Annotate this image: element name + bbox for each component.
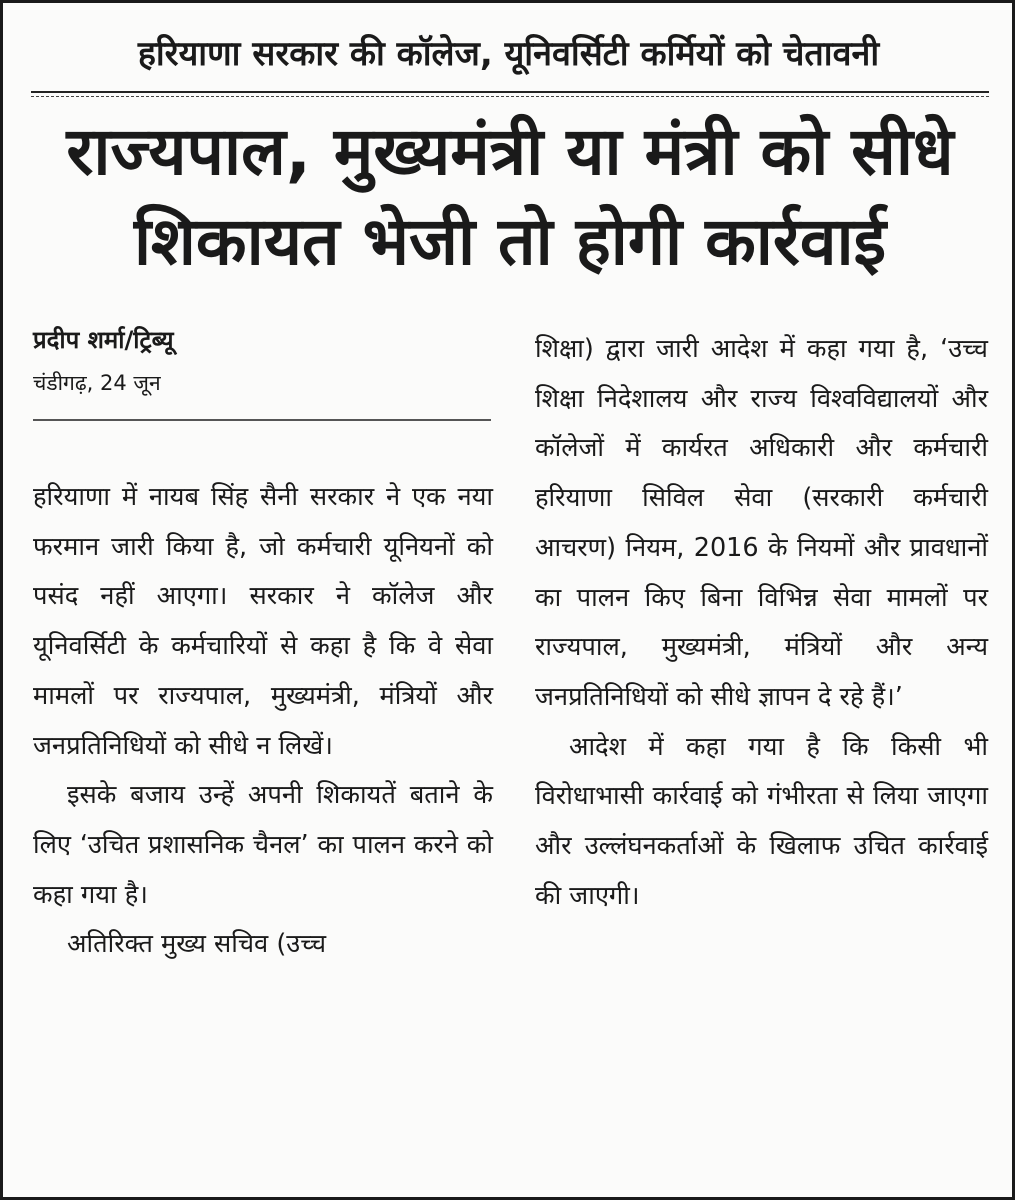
paragraph: इसके बजाय उन्हें अपनी शिकायतें बताने के लिए ‘उचित प्रशासनिक चैनल’ का पालन करने को कहा गया है। bbox=[33, 780, 493, 910]
byline: प्रदीप शर्मा/ट्रिब्यू bbox=[33, 326, 174, 354]
main-headline bbox=[25, 107, 995, 287]
kicker-divider-dashed bbox=[31, 96, 989, 97]
headline-line-2: शिकायत भेजी तो होगी कार्रवाई bbox=[133, 203, 887, 280]
paragraph: शिक्षा) द्वारा जारी आदेश में कहा गया है, ‘उच्च शिक्षा निदेशालय और राज्य विश्वविद्यालयों और कॉलेजों में कार्यरत अधिकारी और कर्मचारी हरियाणा सिविल सेवा (सरकारी कर्मचारी आचरण) नियम, 2016 के नियमों और प्रावधानों का पालन किए बिना विभिन्न सेवा मामलों पर राज्यपाल, मुख्यमंत्री, मंत्रियों और अन्य जनप्रतिनिधियों को सीधे ज्ञापन दे रहे हैं।’ bbox=[535, 334, 988, 712]
article-column-right bbox=[535, 325, 988, 921]
headline-line-1: राज्यपाल, मुख्यमंत्री या मंत्री को सीधे bbox=[66, 113, 954, 190]
article-column-left bbox=[33, 473, 493, 970]
paragraph: हरियाणा में नायब सिंह सैनी सरकार ने एक नया फरमान जारी किया है, जो कर्मचारी यूनियनों को पसंद नहीं आएगा। सरकार ने कॉलेज और यूनिवर्सिटी के कर्मचारियों से कहा है कि वे सेवा मामलों पर राज्यपाल, मुख्यमंत्री, मंत्रियों और जनप्रतिनिधियों को सीधे न लिखें। bbox=[33, 482, 493, 761]
dateline: चंडीगढ़, 24 जून bbox=[33, 371, 161, 395]
paragraph: आदेश में कहा गया है कि किसी भी विरोधाभासी कार्रवाई को गंभीरता से लिया जाएगा और उल्लंघनकर्ताओं के खिलाफ उचित कार्रवाई की जाएगी। bbox=[535, 731, 988, 911]
byline-divider bbox=[33, 419, 491, 421]
kicker-divider bbox=[31, 91, 989, 93]
paragraph: अतिरिक्त मुख्य सचिव (उच्च bbox=[67, 929, 327, 960]
kicker-headline: हरियाणा सरकार की कॉलेज, यूनिवर्सिटी कर्मियों को चेतावनी bbox=[137, 34, 880, 74]
